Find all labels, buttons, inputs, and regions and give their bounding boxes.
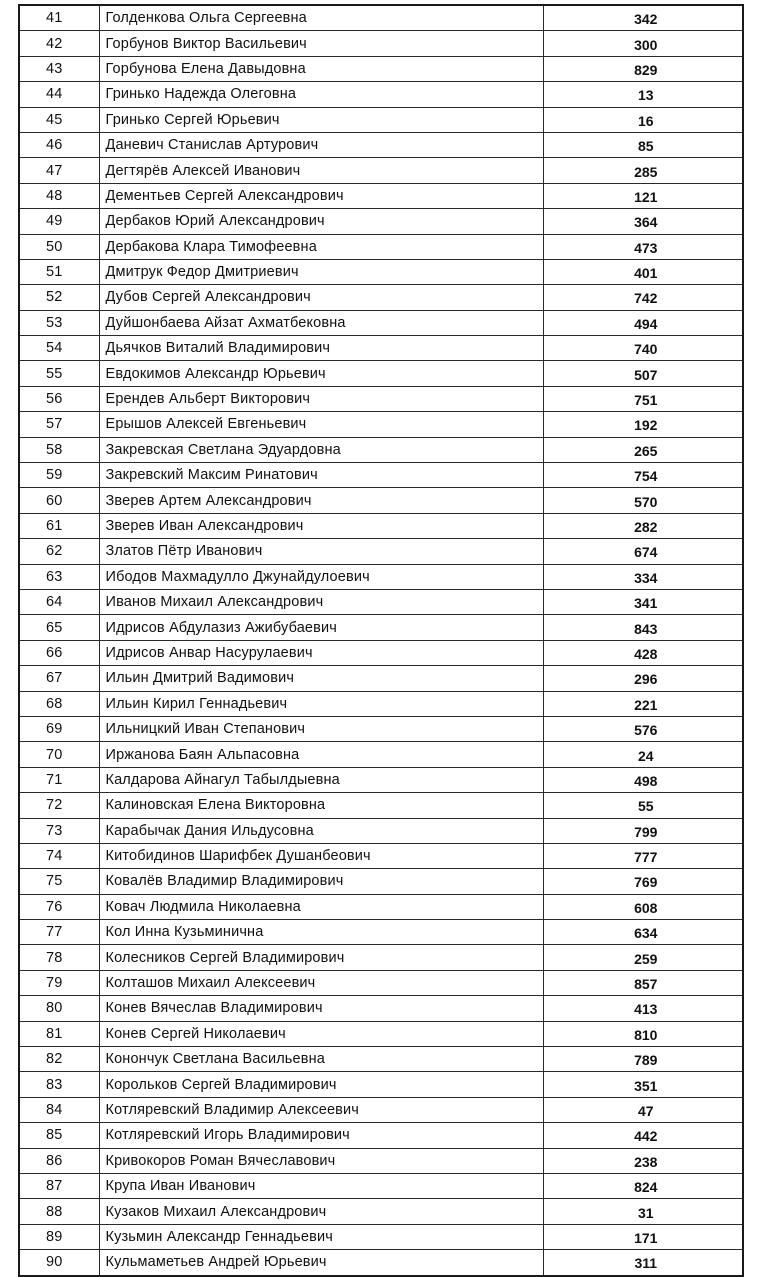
person-name: Колесников Сергей Владимирович [99,945,543,970]
table-row [19,945,743,970]
row-value: 507 [543,361,743,386]
row-value: 777 [543,843,743,868]
table-row [19,589,743,614]
table-row [19,488,743,513]
row-number: 78 [19,945,99,970]
person-name: Дербаков Юрий Александрович [99,209,543,234]
table-row [19,209,743,234]
person-name: Дуйшонбаева Айзат Ахматбековна [99,310,543,335]
row-number: 64 [19,589,99,614]
row-number: 65 [19,615,99,640]
person-name: Гринько Надежда Олеговна [99,82,543,107]
row-number: 55 [19,361,99,386]
table-row [19,869,743,894]
person-name: Ильин Кирил Геннадьевич [99,691,543,716]
table-row [19,818,743,843]
row-value: 259 [543,945,743,970]
row-value: 498 [543,767,743,792]
row-number: 86 [19,1148,99,1173]
row-number: 51 [19,259,99,284]
person-name: Крупа Иван Иванович [99,1173,543,1198]
person-name: Евдокимов Александр Юрьевич [99,361,543,386]
row-value: 740 [543,336,743,361]
person-name: Кульмаметьев Андрей Юрьевич [99,1250,543,1276]
row-number: 63 [19,564,99,589]
row-number: 88 [19,1199,99,1224]
person-name: Ковач Людмила Николаевна [99,894,543,919]
person-name: Кривокоров Роман Вячеславович [99,1148,543,1173]
table-row [19,5,743,31]
table-row [19,970,743,995]
row-number: 82 [19,1047,99,1072]
person-name: Дементьев Сергей Александрович [99,183,543,208]
table-row [19,1021,743,1046]
table-row [19,793,743,818]
row-value: 576 [543,716,743,741]
row-value: 473 [543,234,743,259]
table-row [19,386,743,411]
row-value: 751 [543,386,743,411]
row-value: 311 [543,1250,743,1276]
row-value: 413 [543,996,743,1021]
row-number: 85 [19,1123,99,1148]
table-row [19,691,743,716]
person-name: Ерендев Альберт Викторович [99,386,543,411]
table-row [19,310,743,335]
row-number: 53 [19,310,99,335]
row-number: 74 [19,843,99,868]
row-number: 66 [19,640,99,665]
person-name: Ерышов Алексей Евгеньевич [99,412,543,437]
row-value: 829 [543,56,743,81]
person-name: Дубов Сергей Александрович [99,285,543,310]
table-row [19,285,743,310]
row-number: 79 [19,970,99,995]
row-number: 62 [19,539,99,564]
row-number: 50 [19,234,99,259]
row-number: 75 [19,869,99,894]
row-value: 442 [543,1123,743,1148]
person-name: Дьячков Виталий Владимирович [99,336,543,361]
row-number: 73 [19,818,99,843]
row-number: 72 [19,793,99,818]
table-row [19,437,743,462]
table-row [19,1199,743,1224]
row-number: 67 [19,666,99,691]
person-name: Ковалёв Владимир Владимирович [99,869,543,894]
person-name: Калиновская Елена Викторовна [99,793,543,818]
person-name: Зверев Иван Александрович [99,513,543,538]
person-name: Китобидинов Шарифбек Душанбеович [99,843,543,868]
row-value: 238 [543,1148,743,1173]
table-row [19,615,743,640]
person-name: Ильин Дмитрий Вадимович [99,666,543,691]
row-value: 364 [543,209,743,234]
row-number: 89 [19,1224,99,1249]
table-row [19,843,743,868]
table-row [19,716,743,741]
table-row [19,82,743,107]
table-row [19,1123,743,1148]
person-name: Кузаков Михаил Александрович [99,1199,543,1224]
row-value: 265 [543,437,743,462]
table-row [19,666,743,691]
table-row [19,361,743,386]
table-row [19,1097,743,1122]
row-number: 90 [19,1250,99,1276]
person-name: Дмитрук Федор Дмитриевич [99,259,543,284]
row-value: 570 [543,488,743,513]
table-row [19,1250,743,1276]
row-number: 70 [19,742,99,767]
row-number: 76 [19,894,99,919]
row-value: 16 [543,107,743,132]
table-row [19,234,743,259]
row-number: 48 [19,183,99,208]
row-number: 47 [19,158,99,183]
table-row [19,1072,743,1097]
table-row [19,767,743,792]
person-name: Котляревский Игорь Владимирович [99,1123,543,1148]
person-name: Ибодов Махмадулло Джунайдулоевич [99,564,543,589]
table-row [19,259,743,284]
person-name: Карабычак Дания Ильдусовна [99,818,543,843]
row-value: 428 [543,640,743,665]
row-value: 221 [543,691,743,716]
row-number: 42 [19,31,99,56]
person-name: Конев Вячеслав Владимирович [99,996,543,1021]
row-number: 61 [19,513,99,538]
row-number: 56 [19,386,99,411]
table-row [19,1148,743,1173]
row-value: 85 [543,132,743,157]
row-value: 192 [543,412,743,437]
person-name: Идрисов Абдулазиз Ажибубаевич [99,615,543,640]
row-value: 334 [543,564,743,589]
person-name: Златов Пётр Иванович [99,539,543,564]
table-row [19,640,743,665]
table-row [19,1173,743,1198]
row-number: 87 [19,1173,99,1198]
person-name: Конев Сергей Николаевич [99,1021,543,1046]
row-value: 341 [543,589,743,614]
row-number: 49 [19,209,99,234]
row-value: 13 [543,82,743,107]
row-value: 857 [543,970,743,995]
row-number: 45 [19,107,99,132]
table-row [19,158,743,183]
person-name: Закревский Максим Ринатович [99,463,543,488]
table-row [19,1224,743,1249]
row-value: 810 [543,1021,743,1046]
results-table [18,4,744,1277]
table-row [19,742,743,767]
table-row [19,539,743,564]
table-row [19,1047,743,1072]
row-number: 52 [19,285,99,310]
table-row [19,183,743,208]
table-row [19,513,743,538]
row-number: 71 [19,767,99,792]
row-value: 843 [543,615,743,640]
row-value: 47 [543,1097,743,1122]
person-name: Гринько Сергей Юрьевич [99,107,543,132]
person-name: Корольков Сергей Владимирович [99,1072,543,1097]
row-number: 43 [19,56,99,81]
table-body [19,5,743,1276]
row-number: 41 [19,5,99,31]
row-number: 77 [19,920,99,945]
row-number: 54 [19,336,99,361]
row-value: 742 [543,285,743,310]
table-row [19,920,743,945]
row-number: 59 [19,463,99,488]
row-number: 81 [19,1021,99,1046]
person-name: Дербакова Клара Тимофеевна [99,234,543,259]
person-name: Ильницкий Иван Степанович [99,716,543,741]
row-value: 769 [543,869,743,894]
row-value: 31 [543,1199,743,1224]
row-number: 57 [19,412,99,437]
person-name: Иванов Михаил Александрович [99,589,543,614]
row-value: 282 [543,513,743,538]
row-value: 55 [543,793,743,818]
row-number: 83 [19,1072,99,1097]
row-value: 351 [543,1072,743,1097]
person-name: Конончук Светлана Васильевна [99,1047,543,1072]
table-row [19,132,743,157]
row-value: 121 [543,183,743,208]
table-row [19,107,743,132]
person-name: Голденкова Ольга Сергеевна [99,5,543,31]
person-name: Котляревский Владимир Алексеевич [99,1097,543,1122]
person-name: Калдарова Айнагул Табылдыевна [99,767,543,792]
table-row [19,894,743,919]
table-row [19,564,743,589]
row-number: 46 [19,132,99,157]
row-number: 60 [19,488,99,513]
row-number: 84 [19,1097,99,1122]
table-row [19,463,743,488]
row-value: 342 [543,5,743,31]
row-value: 789 [543,1047,743,1072]
table-row [19,996,743,1021]
person-name: Горбунов Виктор Васильевич [99,31,543,56]
person-name: Закревская Светлана Эдуардовна [99,437,543,462]
row-value: 634 [543,920,743,945]
row-value: 296 [543,666,743,691]
person-name: Кол Инна Кузьминична [99,920,543,945]
row-value: 285 [543,158,743,183]
person-name: Кузьмин Александр Геннадьевич [99,1224,543,1249]
row-value: 401 [543,259,743,284]
person-name: Идрисов Анвар Насурулаевич [99,640,543,665]
row-number: 80 [19,996,99,1021]
row-number: 69 [19,716,99,741]
table-row [19,31,743,56]
row-value: 171 [543,1224,743,1249]
table-row [19,336,743,361]
row-value: 799 [543,818,743,843]
row-value: 824 [543,1173,743,1198]
row-value: 754 [543,463,743,488]
table-row [19,412,743,437]
person-name: Горбунова Елена Давыдовна [99,56,543,81]
row-number: 58 [19,437,99,462]
person-name: Колташов Михаил Алексеевич [99,970,543,995]
row-value: 674 [543,539,743,564]
person-name: Даневич Станислав Артурович [99,132,543,157]
row-value: 608 [543,894,743,919]
person-name: Дегтярёв Алексей Иванович [99,158,543,183]
table-row [19,56,743,81]
person-name: Иржанова Баян Альпасовна [99,742,543,767]
row-value: 300 [543,31,743,56]
row-number: 68 [19,691,99,716]
row-value: 494 [543,310,743,335]
row-number: 44 [19,82,99,107]
row-value: 24 [543,742,743,767]
person-name: Зверев Артем Александрович [99,488,543,513]
